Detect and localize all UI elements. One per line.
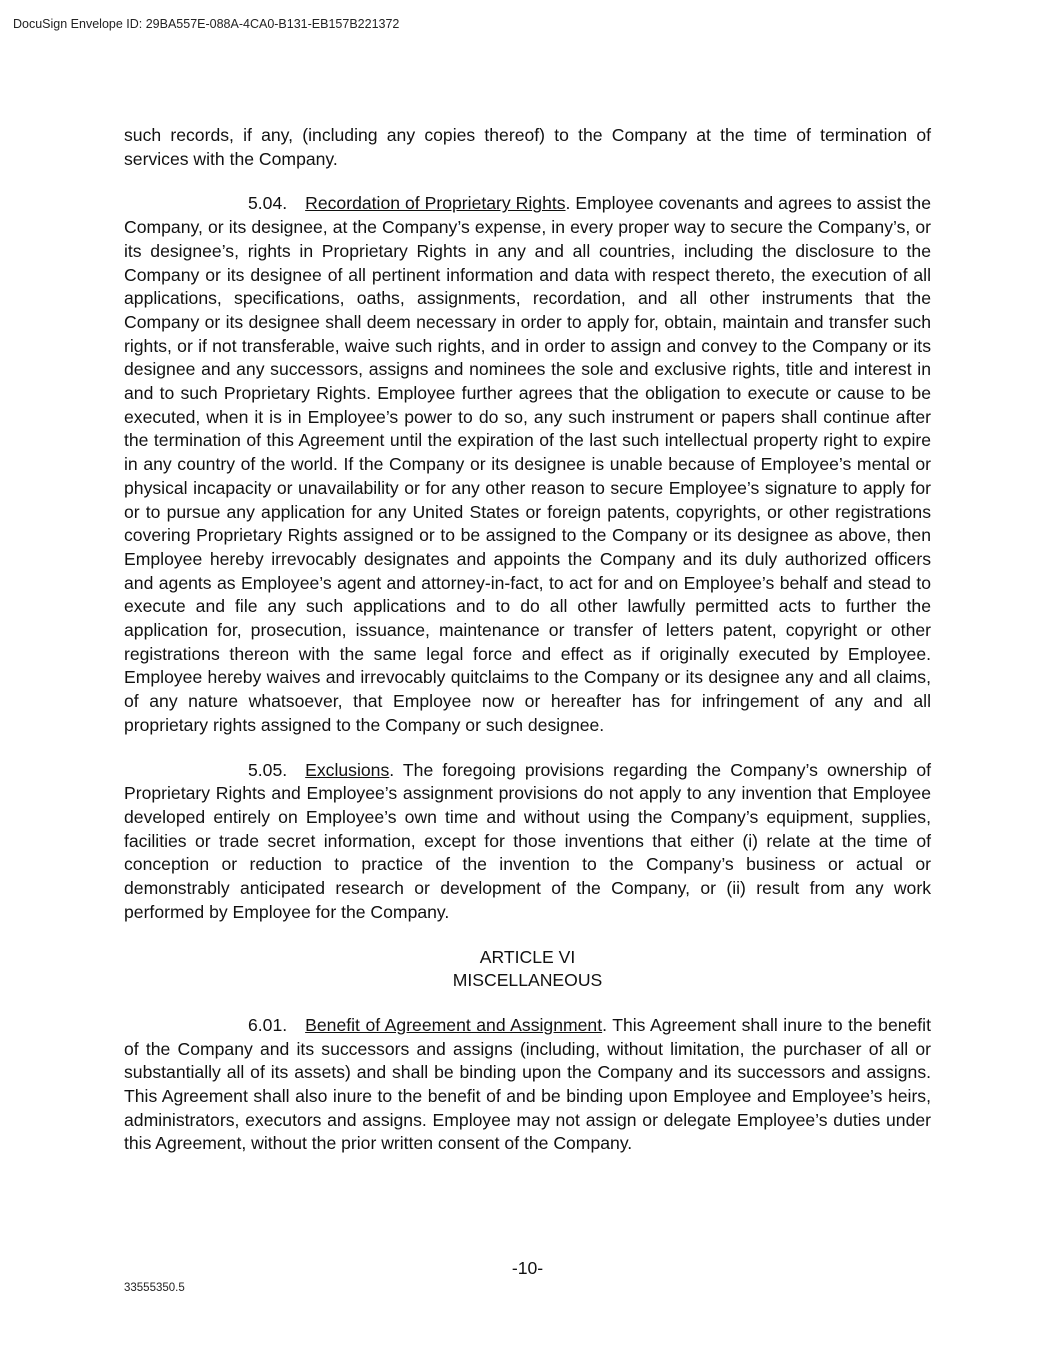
section-5-05-number: 5.05. — [248, 759, 288, 780]
section-5-04-heading: Recordation of Proprietary Rights — [305, 193, 566, 214]
article-subtitle: MISCELLANEOUS — [452, 970, 603, 991]
section-5-05 — [124, 759, 931, 925]
section-6-01-text: . This Agreement shall inure to the benefit of the Company and its successors and assigns (including, without limitation, the purchaser of all or substantially all of its assets) and shall be binding upon the Company and its successors and assigns. This Agreement shall also inure to the benefit of and be binding upon Employee and Employee’s heirs, administrators, executors and assigns. Employee may not assign or delegate Employee’s duties under this Agreement, without the prior written consent of the Company. — [124, 1014, 931, 1154]
intro-paragraph: such records, if any, (including any copies thereof) to the Company at the time of termination of services with the Company. — [124, 125, 931, 169]
page-number: -10- — [511, 1258, 544, 1278]
docusign-envelope-id: DocuSign Envelope ID: 29BA557E-088A-4CA0-B131-EB157B221372 — [13, 17, 400, 31]
article-heading — [124, 946, 931, 993]
document-id: 33555350.5 — [124, 1282, 185, 1294]
section-5-04-number: 5.04. — [248, 193, 288, 214]
section-6-01-number: 6.01. — [248, 1014, 288, 1035]
section-5-04-text: . Employee covenants and agrees to assist the Company, or its designee, at the Company’s expense, in every proper way to secure the Company’s, or its designee’s, rights in Proprietary Rights in any and all countries, including the disclosure to the Company or its designee of all pertinent information and data with respect thereto, the execution of all applications, specifications, oaths, assignments, recordation, and all other instruments that the Company or its designee shall deem necessary in order to apply for, obtain, maintain and transfer such rights, or if not transferable, waive such rights, and in order to assign and convey to the Company or its designee and any successors, assigns and nominees the sole and exclusive rights, title and interest in and to such Proprietary Rights. Employee further agrees that the obligation to execute or cause to be executed, when it is in Employee’s power to do so, any such instrument or papers shall continue after the termination of this Agreement until the expiration of the last such intellectual property right to expire in any country of the world. If the Company or its designee is unable because of Employee’s mental or physical incapacity or unavailability or for any other reason to secure Employee’s signature to apply for or to pursue any application for any United States or foreign patents, copyrights, or other registrations covering Proprietary Rights assigned or to be assigned to the Company or its designee as above, then Employee hereby irrevocably designates and appoints the Company and its duly authorized officers and agents as Employee’s agent and attorney-in-fact, to act for and on Employee’s behalf and stead to execute and file any such applications and to do all other lawfully permitted acts to further the application for, prosecution, issuance, maintenance or transfer of letters patent, copyright or other registrations thereon with the same legal force and effect as if originally executed by Employee. Employee hereby waives and irrevocably quitclaims to the Company or its designee any and all claims, of any nature whatsoever, that Employee now or hereafter has for infringement of any and all proprietary rights assigned to the Company or such designee. — [124, 193, 931, 735]
section-6-01 — [124, 1014, 931, 1156]
section-5-05-text: . The foregoing provisions regarding the Company’s ownership of Proprietary Rights and Employee’s assignment provisions do not apply to any invention that Employee developed entirely on Employee’s own time and without using the Company’s equipment, supplies, facilities or trade secret information, except for those inventions that either (i) relate at the time of conception or reduction to practice of the invention to the Company’s business or actual or demonstrably anticipated research or development of the Company, or (ii) result from any work performed by Employee for the Company. — [124, 759, 931, 922]
article-title: ARTICLE VI — [479, 946, 576, 967]
document-body — [124, 124, 931, 1177]
section-6-01-heading: Benefit of Agreement and Assignment — [305, 1014, 603, 1035]
section-5-05-heading: Exclusions — [305, 759, 390, 780]
section-5-04 — [124, 192, 931, 737]
